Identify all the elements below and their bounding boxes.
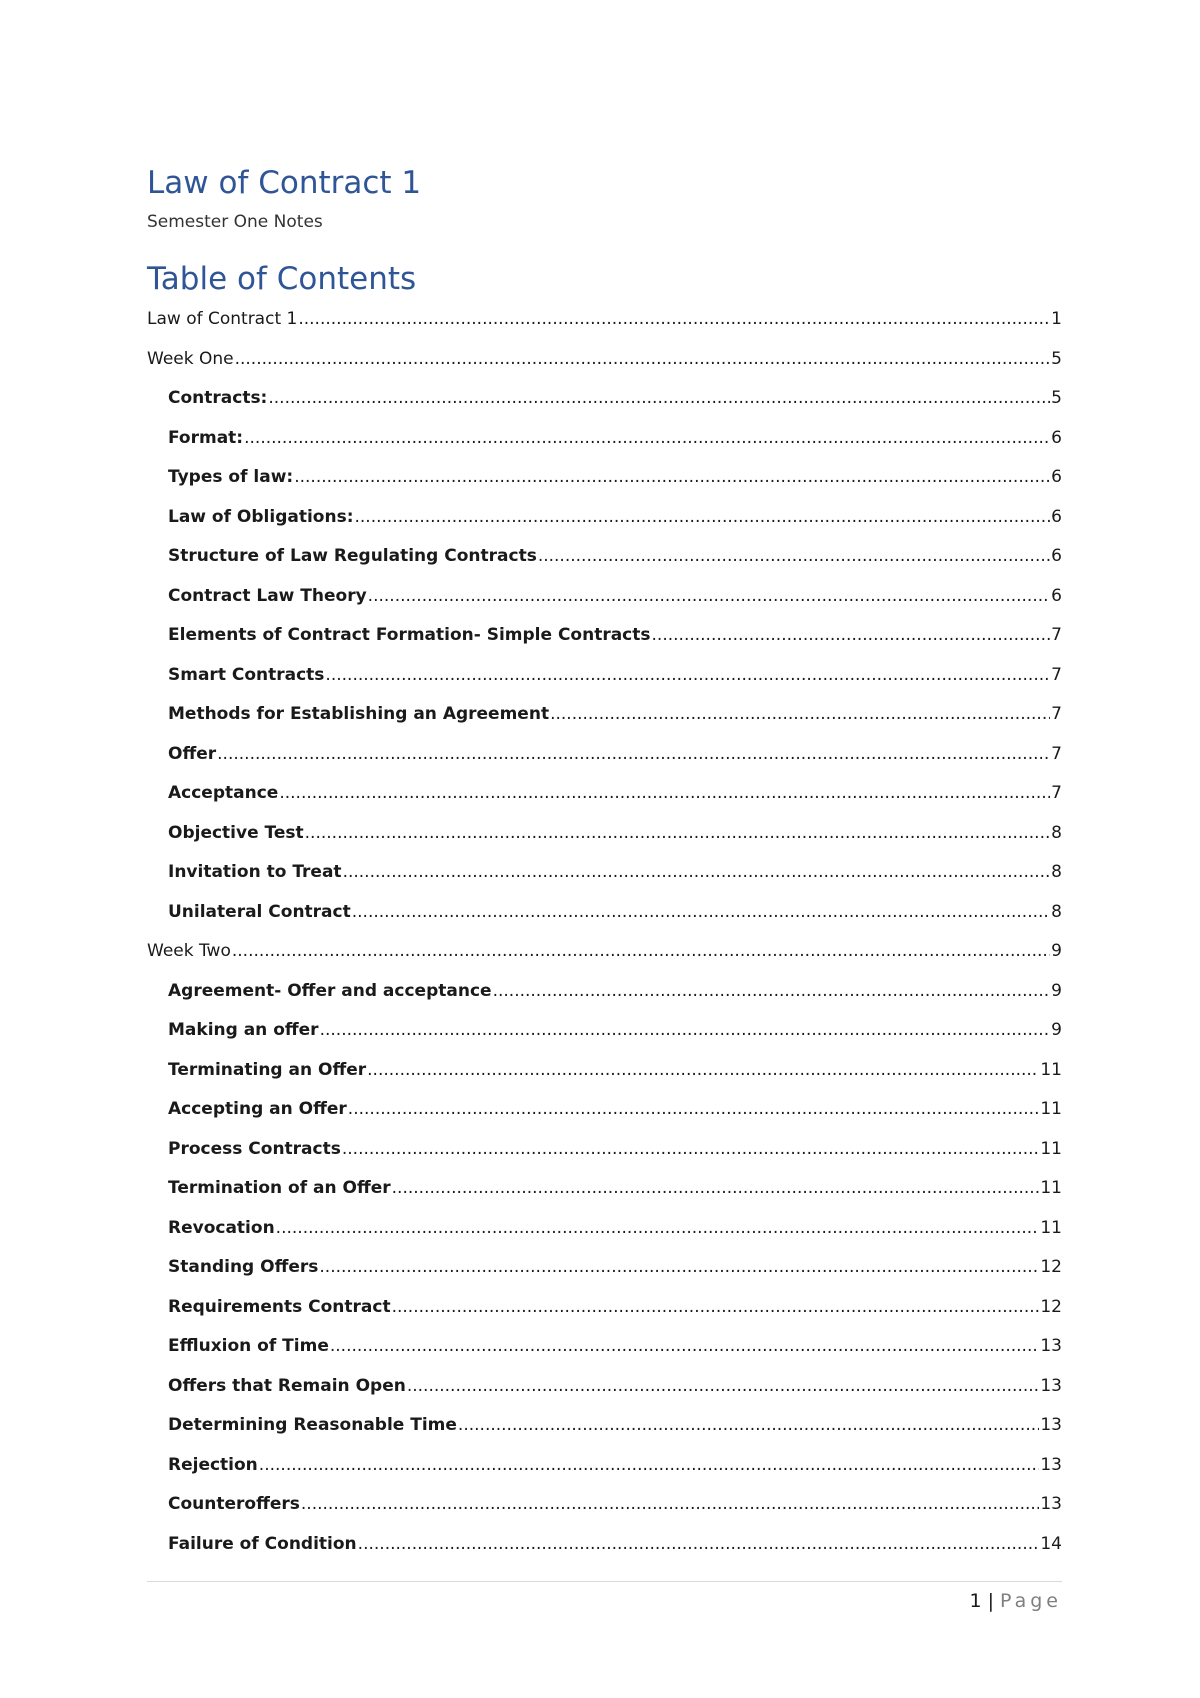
toc-dot-leader — [279, 782, 1050, 804]
footer-page-label: Page — [1000, 1590, 1062, 1612]
footer-divider — [147, 1581, 1062, 1582]
toc-entry[interactable] — [147, 1493, 1062, 1533]
toc-entry-page-number: 8 — [1051, 901, 1062, 922]
toc-entry-page-number: 9 — [1051, 980, 1062, 1001]
toc-entry[interactable] — [147, 1019, 1062, 1059]
toc-dot-leader — [652, 624, 1051, 646]
toc-dot-leader — [325, 664, 1050, 686]
toc-entry[interactable] — [147, 348, 1062, 388]
toc-entry-page-number: 8 — [1051, 862, 1062, 882]
table-of-contents — [147, 308, 1062, 1572]
toc-entry[interactable] — [147, 1098, 1062, 1138]
toc-entry-page-number: 9 — [1051, 1020, 1062, 1040]
toc-dot-leader — [276, 1217, 1040, 1239]
document-title: Law of Contract 1 — [147, 165, 422, 201]
toc-entry-label: Structure of Law Regulating Contracts — [168, 546, 537, 566]
toc-dot-leader — [348, 1098, 1040, 1120]
toc-entry-page-number: 13 — [1040, 1415, 1062, 1435]
toc-dot-leader — [358, 1533, 1040, 1555]
toc-dot-leader — [330, 1335, 1040, 1357]
toc-entry[interactable] — [147, 308, 1062, 348]
toc-entry-page-number: 5 — [1051, 388, 1062, 408]
toc-entry-page-number: 7 — [1051, 664, 1062, 685]
toc-entry-label: Accepting an Offer — [168, 1099, 347, 1119]
toc-entry-page-number: 13 — [1040, 1494, 1062, 1514]
toc-entry-label: Contract Law Theory — [168, 585, 367, 606]
toc-entry-label: Law of Contract 1 — [147, 309, 298, 329]
toc-entry[interactable] — [147, 387, 1062, 427]
toc-entry[interactable] — [147, 1138, 1062, 1178]
toc-entry-page-number: 13 — [1040, 1375, 1062, 1396]
toc-entry-label: Effluxion of Time — [168, 1336, 329, 1356]
toc-entry[interactable] — [147, 743, 1062, 783]
toc-entry-page-number: 9 — [1051, 941, 1062, 961]
toc-entry[interactable] — [147, 1533, 1062, 1573]
toc-entry[interactable] — [147, 703, 1062, 743]
toc-entry[interactable] — [147, 466, 1062, 506]
toc-entry-label: Law of Obligations: — [168, 506, 354, 527]
toc-entry-label: Process Contracts — [168, 1138, 341, 1159]
toc-entry-page-number: 11 — [1040, 1099, 1062, 1119]
toc-entry-label: Revocation — [168, 1217, 275, 1238]
toc-heading: Table of Contents — [147, 261, 417, 297]
toc-dot-leader — [305, 822, 1051, 844]
toc-entry-label: Unilateral Contract — [168, 901, 351, 922]
toc-entry-page-number: 6 — [1051, 506, 1062, 527]
toc-entry-page-number: 7 — [1051, 704, 1062, 724]
toc-dot-leader — [407, 1375, 1040, 1397]
toc-entry-label: Requirements Contract — [168, 1296, 391, 1317]
toc-entry-page-number: 12 — [1040, 1296, 1062, 1317]
toc-entry[interactable] — [147, 585, 1062, 625]
toc-entry-label: Making an offer — [168, 1020, 319, 1040]
toc-dot-leader — [235, 348, 1051, 370]
toc-entry[interactable] — [147, 506, 1062, 546]
toc-entry-label: Elements of Contract Formation- Simple Contracts — [168, 625, 651, 645]
toc-entry-label: Objective Test — [168, 822, 304, 843]
toc-entry[interactable] — [147, 1296, 1062, 1336]
toc-entry[interactable] — [147, 664, 1062, 704]
toc-entry-label: Standing Offers — [168, 1257, 319, 1277]
toc-entry-page-number: 6 — [1051, 546, 1062, 566]
toc-dot-leader — [368, 585, 1051, 607]
toc-entry-label: Agreement- Offer and acceptance — [168, 980, 492, 1001]
toc-entry-page-number: 6 — [1051, 467, 1062, 487]
toc-entry[interactable] — [147, 940, 1062, 980]
toc-entry-label: Offers that Remain Open — [168, 1375, 406, 1396]
toc-entry-page-number: 14 — [1040, 1533, 1062, 1554]
toc-dot-leader — [392, 1296, 1040, 1318]
toc-entry[interactable] — [147, 1454, 1062, 1494]
toc-entry-page-number: 13 — [1040, 1336, 1062, 1356]
toc-dot-leader — [319, 1256, 1039, 1278]
toc-entry-page-number: 11 — [1040, 1138, 1062, 1159]
toc-entry[interactable] — [147, 1177, 1062, 1217]
toc-dot-leader — [301, 1493, 1039, 1515]
toc-dot-leader — [259, 1454, 1040, 1476]
toc-dot-leader — [320, 1019, 1051, 1041]
toc-entry-page-number: 11 — [1040, 1059, 1062, 1080]
toc-entry-label: Week One — [147, 348, 234, 369]
toc-dot-leader — [538, 545, 1050, 567]
toc-dot-leader — [352, 901, 1050, 923]
toc-dot-leader — [298, 308, 1050, 330]
toc-entry[interactable] — [147, 822, 1062, 862]
footer-page-number: 1 — [969, 1590, 982, 1612]
toc-entry[interactable] — [147, 1335, 1062, 1375]
toc-dot-leader — [268, 387, 1050, 409]
toc-entry-label: Format: — [168, 427, 244, 448]
toc-entry-page-number: 7 — [1051, 625, 1062, 645]
toc-entry[interactable] — [147, 624, 1062, 664]
toc-entry-label: Invitation to Treat — [168, 862, 342, 882]
toc-entry-label: Offer — [168, 743, 217, 764]
toc-entry-label: Rejection — [168, 1454, 258, 1475]
toc-entry-page-number: 7 — [1051, 783, 1062, 803]
toc-entry-label: Contracts: — [168, 388, 268, 408]
page-footer — [970, 1590, 1063, 1612]
toc-entry-page-number: 11 — [1040, 1178, 1062, 1198]
document-page — [147, 0, 1062, 1698]
toc-entry[interactable] — [147, 1059, 1062, 1099]
toc-entry-page-number: 11 — [1040, 1217, 1062, 1238]
toc-dot-leader — [232, 940, 1050, 962]
toc-entry-label: Types of law: — [168, 467, 294, 487]
toc-entry[interactable] — [147, 782, 1062, 822]
toc-dot-leader — [217, 743, 1050, 765]
toc-entry-page-number: 8 — [1051, 822, 1062, 843]
toc-entry[interactable] — [147, 545, 1062, 585]
toc-entry[interactable] — [147, 1414, 1062, 1454]
toc-dot-leader — [244, 427, 1050, 449]
toc-entry-label: Acceptance — [168, 783, 279, 803]
toc-entry-label: Smart Contracts — [168, 664, 325, 685]
toc-entry-label: Termination of an Offer — [168, 1178, 391, 1198]
toc-entry-label: Failure of Condition — [168, 1533, 357, 1554]
toc-entry[interactable] — [147, 1375, 1062, 1415]
toc-dot-leader — [367, 1059, 1039, 1081]
toc-entry-page-number: 5 — [1051, 348, 1062, 369]
toc-entry[interactable] — [147, 427, 1062, 467]
toc-dot-leader — [458, 1414, 1039, 1436]
toc-entry-page-number: 12 — [1040, 1257, 1062, 1277]
toc-entry-page-number: 13 — [1040, 1454, 1062, 1475]
toc-entry[interactable] — [147, 980, 1062, 1020]
toc-dot-leader — [355, 506, 1051, 528]
toc-dot-leader — [493, 980, 1051, 1002]
toc-entry-page-number: 6 — [1051, 427, 1062, 448]
toc-entry[interactable] — [147, 1256, 1062, 1296]
toc-entry-page-number: 6 — [1051, 585, 1062, 606]
toc-dot-leader — [294, 466, 1050, 488]
toc-entry-label: Methods for Establishing an Agreement — [168, 704, 550, 724]
document-subtitle: Semester One Notes — [147, 212, 323, 232]
toc-entry-label: Terminating an Offer — [168, 1059, 367, 1080]
toc-entry-label: Week Two — [147, 941, 231, 961]
toc-entry-page-number: 7 — [1051, 743, 1062, 764]
toc-dot-leader — [550, 703, 1050, 725]
toc-entry[interactable] — [147, 901, 1062, 941]
toc-dot-leader — [392, 1177, 1040, 1199]
toc-entry[interactable] — [147, 861, 1062, 901]
toc-entry[interactable] — [147, 1217, 1062, 1257]
footer-separator: | — [987, 1590, 994, 1612]
toc-dot-leader — [342, 1138, 1040, 1160]
toc-entry-label: Determining Reasonable Time — [168, 1415, 457, 1435]
toc-dot-leader — [343, 861, 1051, 883]
toc-entry-page-number: 1 — [1051, 309, 1062, 329]
toc-entry-label: Counteroffers — [168, 1494, 300, 1514]
